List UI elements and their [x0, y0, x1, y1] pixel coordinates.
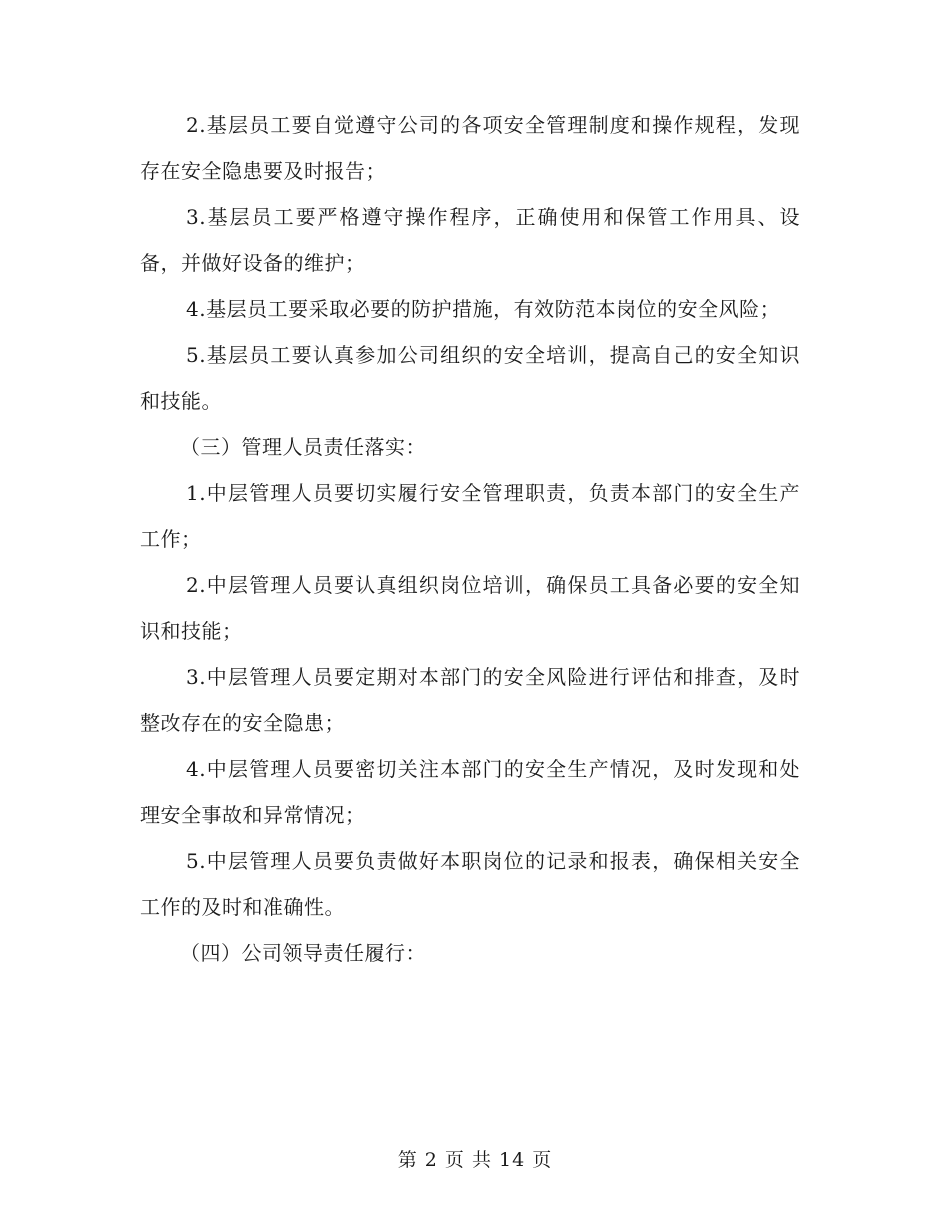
page-number-footer: 第 2 页 共 14 页 [397, 1149, 553, 1171]
paragraph-item: 1.中层管理人员要切实履行安全管理职责，负责本部门的安全生产工作； [140, 481, 800, 551]
paragraph-item: 5.中层管理人员要负责做好本职岗位的记录和报表，确保相关安全工作的及时和准确性。 [140, 849, 800, 919]
paragraph-item: 3.中层管理人员要定期对本部门的安全风险进行评估和排查，及时整改存在的安全隐患； [140, 665, 800, 735]
paragraph-item: 2.中层管理人员要认真组织岗位培训，确保员工具备必要的安全知识和技能； [140, 573, 800, 643]
paragraph-item: 4.中层管理人员要密切关注本部门的安全生产情况，及时发现和处理安全事故和异常情况； [140, 757, 800, 827]
section-heading: （四）公司领导责任履行： [180, 941, 426, 965]
document-body [140, 102, 800, 976]
paragraph-item: 5.基层员工要认真参加公司组织的安全培训，提高自己的安全知识和技能。 [140, 343, 800, 413]
section-heading: （三）管理人员责任落实： [180, 435, 426, 459]
paragraph-item: 4.基层员工要采取必要的防护措施，有效防范本岗位的安全风险； [186, 297, 781, 321]
paragraph-item: 3.基层员工要严格遵守操作程序，正确使用和保管工作用具、设备，并做好设备的维护； [140, 205, 800, 275]
paragraph-item: 2.基层员工要自觉遵守公司的各项安全管理制度和操作规程，发现存在安全隐患要及时报告； [140, 113, 800, 183]
